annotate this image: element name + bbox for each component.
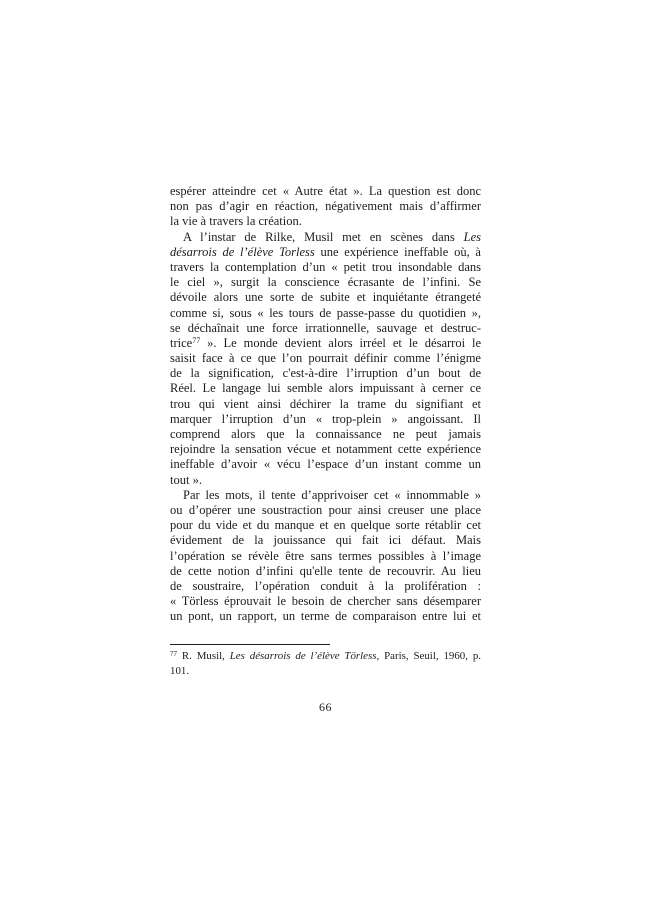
body-text [170,184,481,624]
text-run: ». Le monde devient alors irréel et le désarroi le [200,335,481,350]
text-line [170,609,481,624]
text-line [170,518,481,533]
text-run: tout ». [170,472,202,487]
footnote [170,649,481,679]
text-line [170,649,481,664]
text-line [170,321,481,336]
text-run: saisit face à ce que l’on pourrait définir comme l’énigme [170,351,481,366]
text-line [170,290,481,305]
paragraph [170,230,481,488]
text-line [170,457,481,472]
text-run: non pas d’agir en réaction, négativement mais d’affirmer [170,199,481,214]
text-run: ou d’opérer une soustraction pour ainsi creuser une place [170,502,481,517]
footnote-reference: 77 [170,649,177,658]
text-line [170,245,481,260]
text-run: comprend alors que la connaissance ne peut jamais [170,427,481,441]
text-line [170,275,481,290]
text-line [170,549,481,564]
text-run: une expérience ineffable où, à [314,244,481,259]
book-title-italic: Les [463,229,481,244]
footnote-reference: 77 [192,335,201,345]
text-run: rejoindre la sensation vécue et notamment cette expérience [170,442,481,457]
text-run: ineffable d’avoir « vécu l’espace d’un instant comme un [170,457,481,472]
text-line [170,594,481,609]
text-run: « Törless éprouvait le besoin de chercher sans désemparer [170,594,481,609]
paragraph [170,184,481,230]
text-run: trice [170,335,193,350]
text-run: de la signification, c'est-à-dire l’irruption d’un bout de [170,366,481,381]
text-run: trou qui vient ainsi déchirer la trame du signifiant et [170,396,481,411]
text-run: Par les mots, il tente d’apprivoiser cet « innommable » [183,487,481,502]
text-line [170,473,481,488]
text-run: dévoile alors une sorte de subite et inquiétante étrangeté [170,290,481,305]
text-line [170,381,481,396]
text-run: espérer atteindre cet « Autre état ». La question est donc [170,184,481,198]
text-line [170,488,481,503]
text-line [170,336,481,351]
text-line [170,503,481,518]
text-run: marquer l’irruption d’un « trop-plein » angoissant. Il [170,411,481,426]
text-run: A l’instar de Rilke, Musil met en scènes dans [183,229,464,244]
text-run: R. Musil, [177,650,230,662]
text-run: de soustraire, l’opération conduit à la prolifération : [170,578,481,593]
text-run: de cette notion d’infini qu'elle tente de recouvrir. Au lieu [170,563,481,578]
text-line [170,230,481,245]
text-line [170,533,481,548]
text-line [170,351,481,366]
book-title-italic: Les désarrois de l’élève Törless [229,650,377,662]
text-line [170,214,481,229]
text-line [170,366,481,381]
text-run: Réel. Le langage lui semble alors impuissant à cerner ce [170,381,481,396]
text-line [170,664,481,679]
text-line [170,397,481,412]
paragraph [170,488,481,625]
text-run: la vie à travers la création. [170,214,302,229]
text-run: , Paris, Seuil, 1960, p. [376,650,481,662]
text-run: comme si, sous « les tours de passe-passe du quotidien », [170,305,481,320]
text-line [170,579,481,594]
text-run: 101. [170,664,190,677]
text-run: l’opération se révèle être sans termes possibles à l’image [170,548,481,563]
footnote-separator [170,644,330,645]
text-run: un pont, un rapport, un terme de comparaison entre lui et [170,609,481,624]
text-run: évidement de la jouissance qui fait ici défaut. Mais [170,533,481,548]
text-line [170,184,481,199]
text-line [170,199,481,214]
text-line [170,412,481,427]
text-line [170,306,481,321]
page-number: 66 [319,700,332,714]
text-line [170,260,481,275]
book-title-italic: désarrois de l’élève Torless [170,244,315,259]
text-run: se déchaînait une force irrationnelle, sauvage et destruc- [170,320,481,335]
text-line [170,442,481,457]
text-line [170,427,481,442]
text-line [170,564,481,579]
text-run: le ciel », surgit la conscience écrasante de l’infini. Se [170,275,481,290]
text-run: travers la contemplation d’un « petit trou insondable dans [170,259,481,274]
text-run: pour du vide et du manque et en quelque sorte rétablir cet [170,518,481,533]
